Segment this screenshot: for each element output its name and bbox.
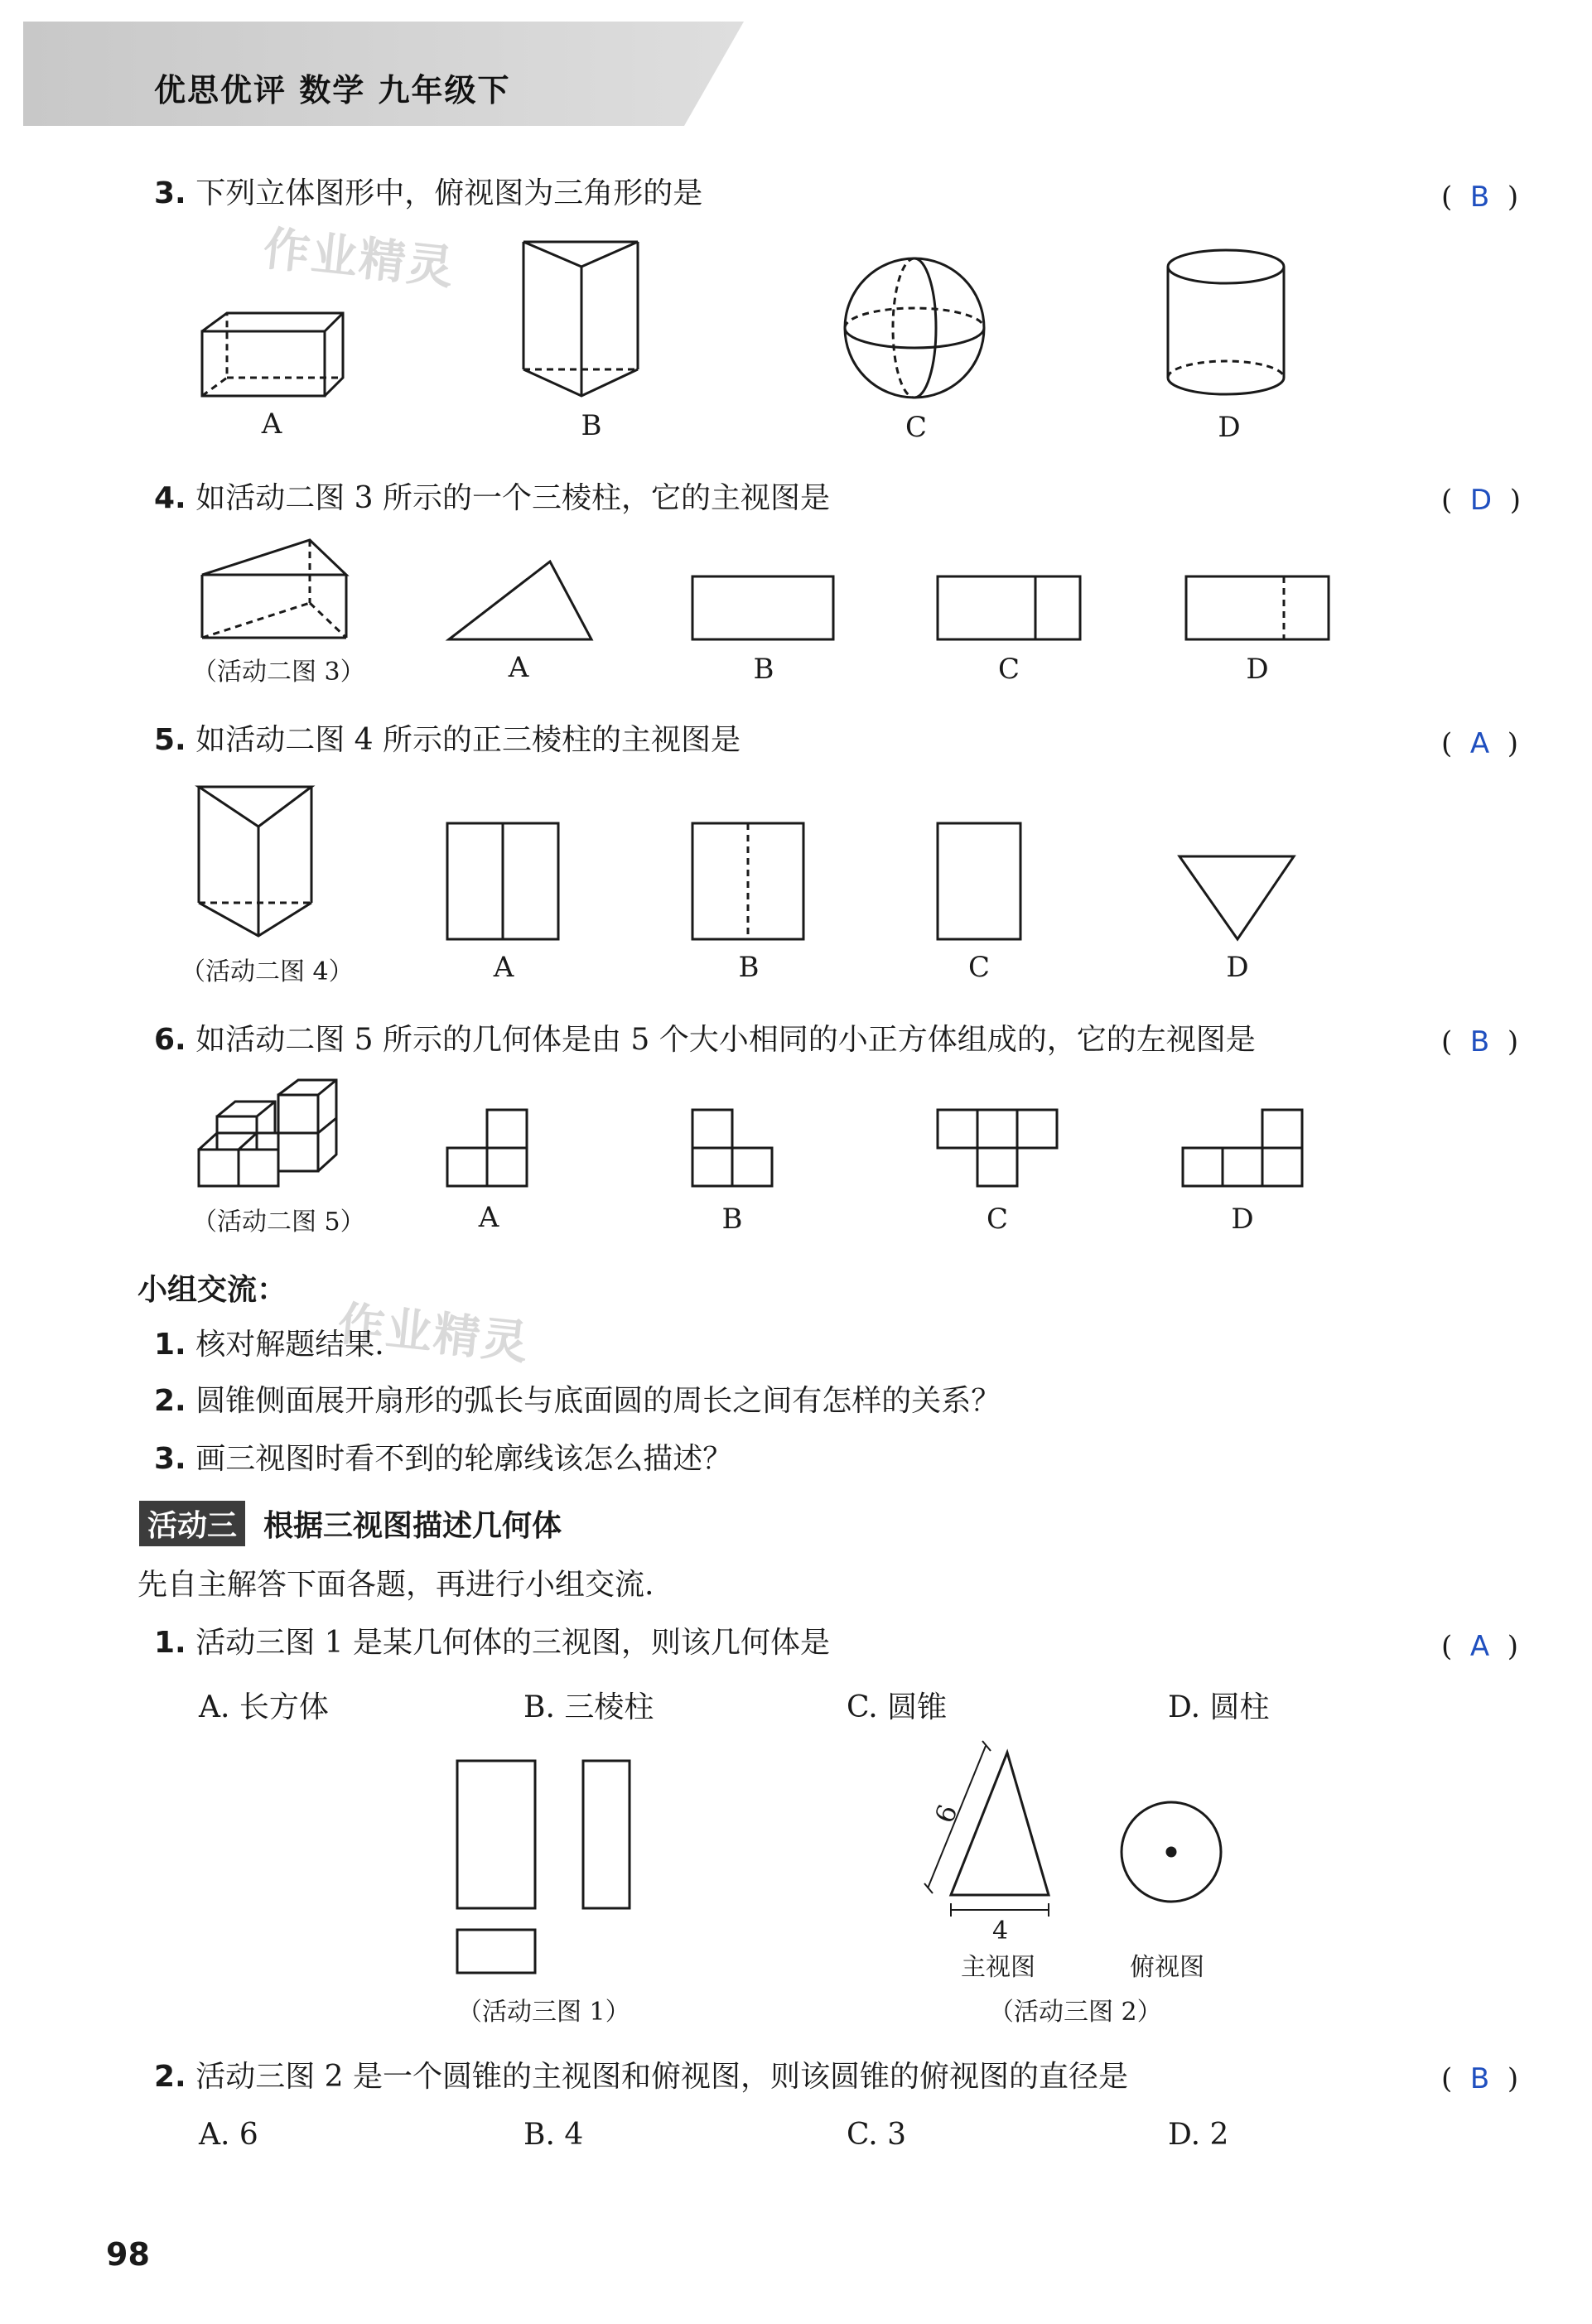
base-width-label: 4 xyxy=(992,1917,1009,1946)
activity3-question-2 xyxy=(154,2059,1128,2095)
figure-caption: （活动三图 1） xyxy=(457,1998,630,2027)
figure-caption: （活动二图 5） xyxy=(192,1208,365,1237)
option-label-c: C xyxy=(986,1203,1008,1236)
option-single-rect xyxy=(938,823,1020,939)
answer-box: ( B ) xyxy=(1441,1025,1519,1058)
activity-title: 根据三视图描述几何体 xyxy=(263,1509,562,1543)
question-number: 5. xyxy=(154,723,186,757)
choice-b: B. 三棱柱 xyxy=(523,1690,654,1724)
choice-c: C. 圆锥 xyxy=(847,1690,948,1724)
option-view-c xyxy=(938,1110,1057,1186)
choice-a: A. 长方体 xyxy=(199,1690,329,1724)
option-two-rects-dashed xyxy=(692,823,803,939)
answer-box: ( D ) xyxy=(1441,484,1521,517)
option-label-b: B xyxy=(581,409,602,442)
group-item-3 xyxy=(154,1441,732,1478)
question-4 xyxy=(154,480,830,517)
prism-figure-3 xyxy=(202,540,346,638)
cuboid-figure xyxy=(202,313,343,396)
cylinder-figure xyxy=(1168,250,1284,394)
item-text: 核对解题结果. xyxy=(195,1328,384,1362)
option-label-c: C xyxy=(967,951,990,984)
question-text: 如活动二图 5 所示的几何体是由 5 个大小相同的小正方体组成的，它的左视图是 xyxy=(195,1023,1256,1057)
option-label-a: A xyxy=(493,951,514,984)
choice-a: A. 6 xyxy=(199,2118,258,2152)
option-label-a: A xyxy=(261,407,282,441)
choice-c: C. 3 xyxy=(847,2118,907,2152)
option-rectangle xyxy=(692,576,833,639)
option-triangle xyxy=(449,562,591,639)
question-text: 下列立体图形中，俯视图为三角形的是 xyxy=(195,176,703,210)
item-number: 1. xyxy=(154,1328,186,1362)
option-label-a: A xyxy=(478,1201,499,1234)
option-label-d: D xyxy=(1218,411,1241,444)
answer-value: D xyxy=(1469,484,1493,517)
three-view-figure-1 xyxy=(457,1761,630,1973)
question-6 xyxy=(154,1022,1256,1058)
option-two-rects xyxy=(447,823,558,939)
front-view-label: 主视图 xyxy=(961,1953,1035,1982)
answer-value: B xyxy=(1469,2062,1490,2095)
figure-caption: （活动二图 3） xyxy=(192,658,365,687)
option-inverted-triangle xyxy=(1180,856,1294,939)
figure-caption: （活动三图 2） xyxy=(989,1998,1162,2027)
answer-value: A xyxy=(1469,1630,1490,1663)
cone-front-view xyxy=(924,1741,1049,1917)
question-number: 6. xyxy=(154,1023,186,1057)
question-number: 4. xyxy=(154,481,186,515)
cubes-figure-5 xyxy=(199,1080,336,1186)
item-number: 3. xyxy=(154,1442,186,1476)
item-number: 2. xyxy=(154,1384,186,1418)
option-label-b: B xyxy=(721,1203,743,1236)
watermark: 作业精灵 xyxy=(335,1297,533,1371)
answer-value: B xyxy=(1469,1025,1490,1058)
choice-b: B. 4 xyxy=(523,2118,584,2152)
group-item-1 xyxy=(154,1327,384,1363)
figure-caption: （活动二图 4） xyxy=(181,957,354,986)
option-label-b: B xyxy=(753,653,774,686)
group-title: 小组交流： xyxy=(137,1273,287,1307)
answer-box: ( B ) xyxy=(1441,181,1519,214)
answer-value: B xyxy=(1469,181,1490,214)
question-text: 活动三图 2 是一个圆锥的主视图和俯视图，则该圆锥的俯视图的直径是 xyxy=(195,2060,1128,2094)
slant-height-label: 6 xyxy=(928,1800,964,1828)
option-view-a xyxy=(447,1110,527,1186)
cone-top-view xyxy=(1122,1802,1221,1902)
option-view-b xyxy=(692,1110,772,1186)
option-view-d xyxy=(1183,1110,1302,1186)
question-text: 如活动二图 3 所示的一个三棱柱，它的主视图是 xyxy=(195,481,830,515)
option-label-d: D xyxy=(1246,653,1269,686)
activity3-question-1 xyxy=(154,1625,830,1661)
answer-value: A xyxy=(1469,727,1490,760)
question-number: 2. xyxy=(154,2060,186,2094)
option-label-c: C xyxy=(905,411,927,444)
activity-tag: 活动三 xyxy=(139,1501,245,1546)
item-text: 画三视图时看不到的轮廓线该怎么描述？ xyxy=(195,1442,733,1476)
option-label-c: C xyxy=(997,653,1020,686)
question-number: 3. xyxy=(154,176,186,210)
option-label-d: D xyxy=(1231,1203,1254,1236)
option-rectangle-dashed-line xyxy=(1186,576,1329,639)
top-view-label: 俯视图 xyxy=(1130,1953,1204,1982)
group-item-2 xyxy=(154,1383,1001,1420)
sphere-figure xyxy=(845,258,984,398)
answer-box: ( A ) xyxy=(1441,1630,1519,1663)
question-text: 如活动二图 4 所示的正三棱柱的主视图是 xyxy=(195,723,741,757)
option-rectangle-solid-line xyxy=(938,576,1080,639)
question-number: 1. xyxy=(154,1626,186,1660)
item-text: 圆锥侧面展开扇形的弧长与底面圆的周长之间有怎样的关系？ xyxy=(195,1384,1001,1418)
choice-d: D. 圆柱 xyxy=(1168,1690,1270,1724)
choice-d: D. 2 xyxy=(1168,2118,1229,2152)
header-title: 优思优评 数学 九年级下 xyxy=(154,72,511,108)
triangular-prism-figure xyxy=(523,242,638,396)
prism-figure-4 xyxy=(199,787,311,936)
answer-box: ( A ) xyxy=(1441,727,1519,760)
question-text: 活动三图 1 是某几何体的三视图，则该几何体是 xyxy=(195,1626,830,1660)
question-5 xyxy=(154,722,741,759)
option-label-a: A xyxy=(508,651,529,684)
option-label-b: B xyxy=(738,951,760,984)
option-label-d: D xyxy=(1226,951,1249,984)
activity-intro: 先自主解答下面各题，再进行小组交流. xyxy=(137,1568,654,1602)
answer-box: ( B ) xyxy=(1441,2062,1519,2095)
watermark: 作业精灵 xyxy=(260,222,458,296)
page-number: 98 xyxy=(106,2236,150,2273)
